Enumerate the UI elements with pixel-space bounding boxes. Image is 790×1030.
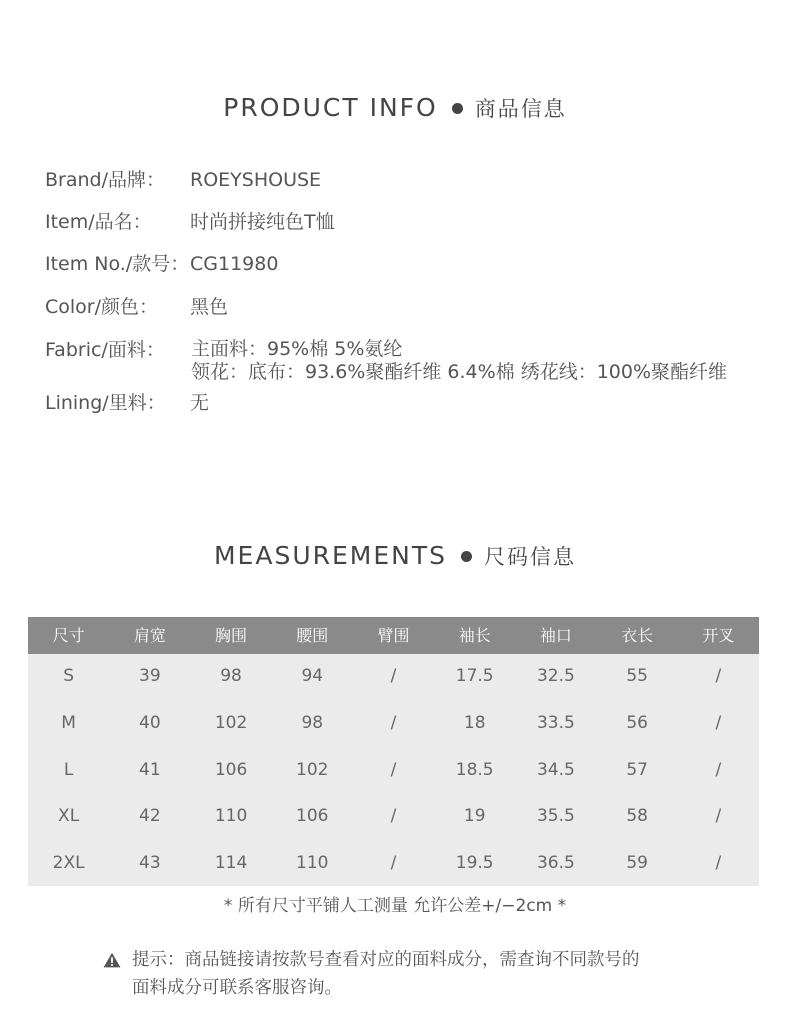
product-info-title: [0, 93, 790, 123]
table-cell: 19.5: [455, 852, 494, 873]
table-cell: 59: [626, 852, 648, 873]
table-cell: 36.5: [536, 852, 575, 873]
table-cell: /: [715, 713, 722, 734]
table-row: [28, 700, 759, 746]
table-cell: 18: [463, 713, 486, 734]
table-header-cell: 衣长: [621, 626, 654, 645]
table-header-row: [28, 617, 759, 654]
table-cell: 102: [214, 713, 248, 734]
table-cell: 114: [214, 852, 248, 873]
table-cell: 2XL: [52, 852, 85, 873]
table-cell: M: [61, 713, 76, 734]
info-value: [190, 168, 321, 192]
table-cell: 40: [139, 713, 161, 734]
table-cell: 17.5: [455, 666, 494, 686]
table-cell: /: [715, 666, 722, 686]
table-header-cell: 袖长: [458, 626, 491, 645]
measurement-note: * 所有尺寸平铺人工测量 允许公差+/−2cm *: [223, 896, 567, 916]
table-cell: /: [715, 759, 722, 780]
table-header-cell: 腰围: [296, 626, 329, 645]
info-label: Brand/品牌：: [45, 169, 165, 191]
info-label: Color/颜色：: [45, 296, 159, 318]
warning-triangle-icon: [103, 952, 121, 968]
table-cell: 98: [220, 666, 242, 686]
table-cell: 57: [626, 759, 648, 780]
info-label: Lining/里料：: [45, 392, 166, 414]
tip-text: [132, 946, 640, 1002]
product-info-title-en: PRODUCT INFO: [223, 93, 438, 122]
table-cell: /: [390, 806, 397, 827]
measurements-title: [0, 541, 790, 571]
table-row: [28, 747, 759, 793]
bullet-dot-icon: [452, 103, 463, 114]
table-header-cell: 尺寸: [52, 626, 85, 645]
table-cell: XL: [58, 806, 80, 827]
table-cell: /: [390, 852, 397, 873]
table-body: [28, 654, 759, 886]
table-cell: 102: [296, 759, 329, 780]
table-cell: 42: [139, 806, 161, 827]
table-cell: 94: [301, 666, 324, 686]
table-cell: 98: [301, 713, 324, 734]
table-cell: 106: [214, 759, 248, 780]
measurements-title-en: MEASUREMENTS: [213, 541, 447, 570]
table-cell: 32.5: [536, 666, 575, 686]
info-value: [190, 391, 209, 415]
info-value: [190, 252, 278, 276]
info-value: [191, 338, 727, 384]
table-cell: /: [390, 759, 397, 780]
info-value-line: 无: [190, 392, 210, 414]
info-value-line: ROEYSHOUSE: [190, 169, 322, 191]
info-value-line: 时尚拼接纯色T恤: [190, 211, 335, 233]
table-header-cell: 开叉: [702, 626, 735, 645]
table-row: [28, 793, 759, 839]
table-cell: 34.5: [536, 759, 575, 780]
table-cell: 43: [139, 852, 161, 873]
info-label: Fabric/面料：: [45, 339, 165, 361]
info-label: Item No./款号：: [45, 253, 190, 275]
info-value-line: 领花：底布：93.6%聚酯纤维 6.4%棉 绣花线：100%聚酯纤维: [191, 361, 728, 383]
table-cell: 106: [296, 806, 329, 827]
bullet-dot-icon: [461, 551, 472, 562]
table-cell: 33.5: [536, 713, 575, 734]
info-value-line: CG11980: [190, 253, 279, 275]
table-cell: 110: [214, 806, 248, 827]
table-cell: 35.5: [536, 806, 575, 827]
size-table: [28, 617, 759, 886]
table-cell: 110: [296, 852, 329, 873]
table-cell: S: [63, 666, 74, 686]
table-cell: 56: [626, 713, 648, 734]
tip-line: 提示：商品链接请按款号查看对应的面料成分，需查询不同款号的: [132, 950, 640, 970]
table-cell: 18.5: [455, 759, 494, 780]
table-header-cell: 袖口: [539, 626, 572, 645]
table-header-cell: 肩宽: [133, 626, 166, 645]
info-value: [190, 295, 228, 319]
table-cell: 41: [139, 759, 161, 780]
info-value-line: 黑色: [190, 296, 229, 318]
table-cell: 55: [626, 666, 648, 686]
info-label: Item/品名：: [45, 211, 152, 233]
table-cell: /: [390, 666, 397, 686]
table-cell: 58: [626, 806, 648, 827]
table-cell: /: [715, 852, 722, 873]
table-cell: L: [63, 759, 74, 780]
table-header-cell: 胸围: [215, 626, 248, 645]
table-cell: /: [390, 713, 397, 734]
info-value-line: 主面料：95%棉 5%氨纶: [191, 338, 403, 360]
tip-line: 面料成分可联系客服咨询。: [132, 978, 342, 998]
product-info-title-cn: 商品信息: [474, 97, 567, 121]
table-row: [28, 654, 759, 700]
table-row: [28, 840, 759, 886]
table-cell: /: [715, 806, 722, 827]
table-cell: 39: [139, 666, 161, 686]
info-value: [190, 210, 335, 234]
measurements-title-cn: 尺码信息: [484, 545, 576, 569]
table-cell: 19: [463, 806, 486, 827]
table-header-cell: 臂围: [377, 626, 410, 645]
